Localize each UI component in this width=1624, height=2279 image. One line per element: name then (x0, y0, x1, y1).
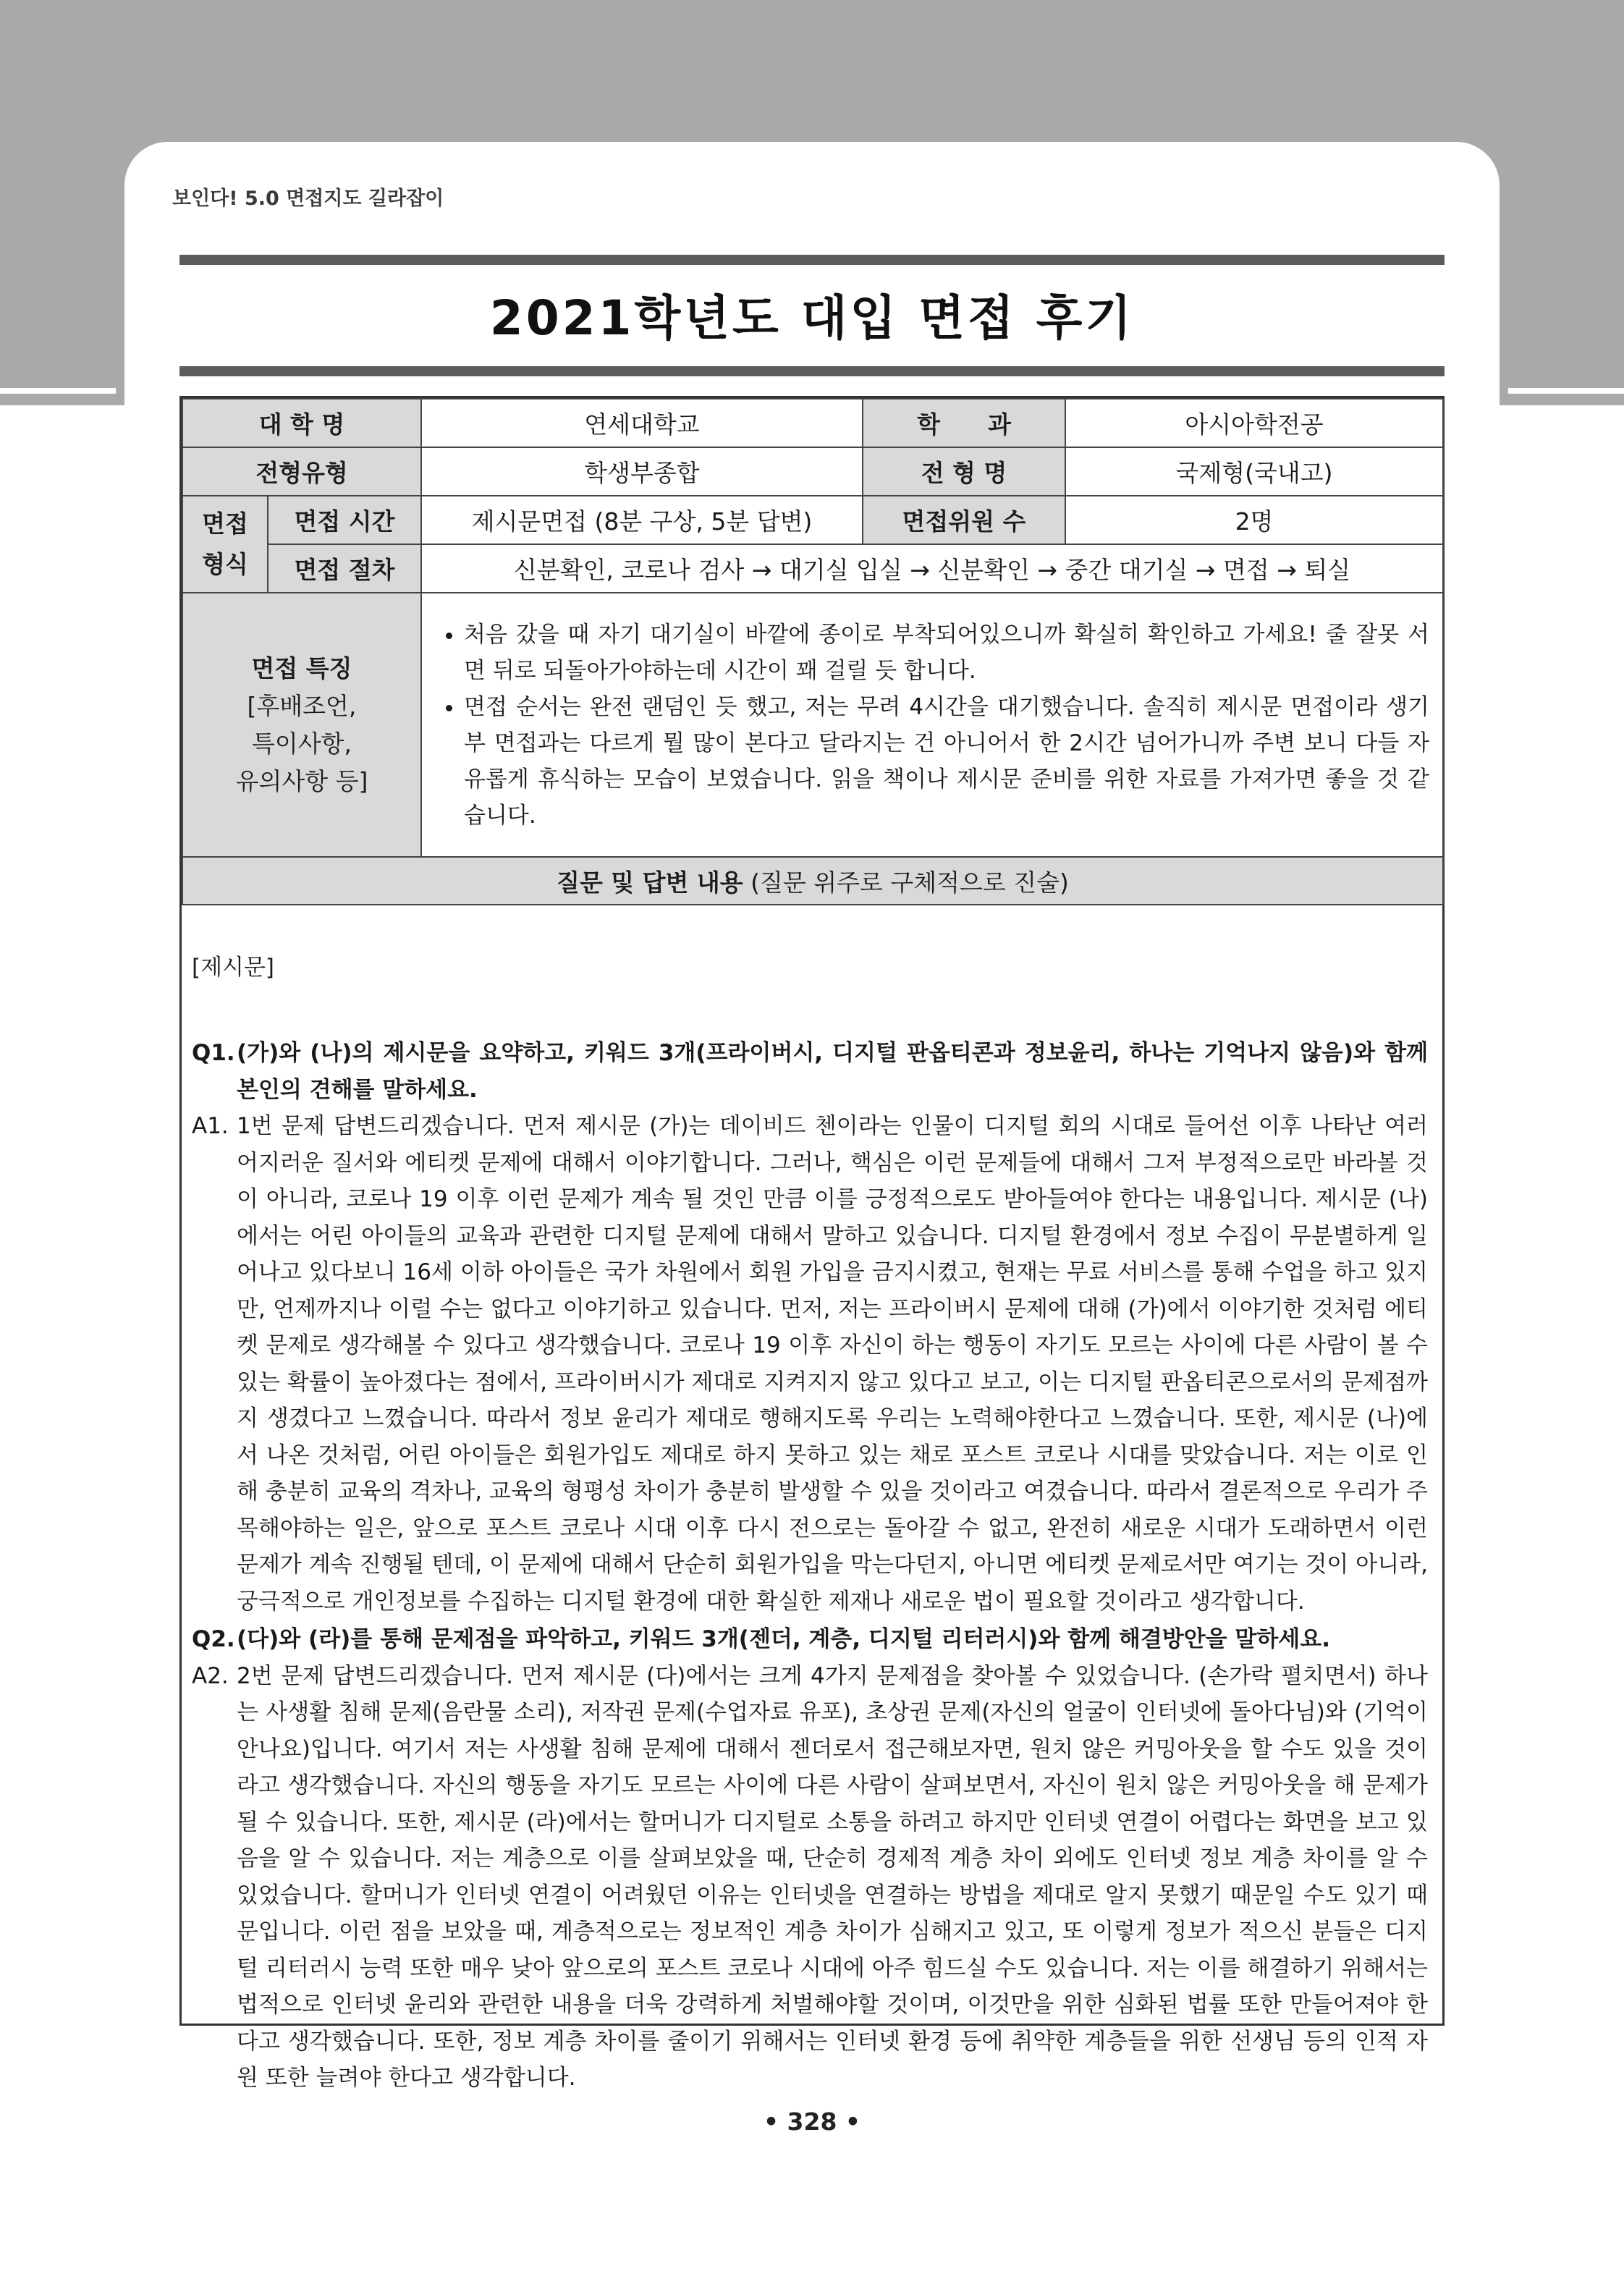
qa-heading-bold: 질문 및 답변 내용 (557, 868, 743, 897)
department-value: 아시아학전공 (1065, 399, 1443, 447)
answer-1-text: 1번 문제 답변드리겠습니다. 먼저 제시문 (가)는 데이비드 첸이라는 인물이 디지털 회의 시대로 들어선 이후 나타난 여러 어지러운 질서와 에티켓 문제에 대해서 이야기합니다. 그러나, 핵심은 이런 문제들에 대해서 그저 부정적으로만 바라볼 것이 아니라, 코로나 19 이후 이런 문제가 계속 될 것인 만큼 이를 긍정적으로도 받아들여야 한다는 내용입니다. 제시문 (나)에서는 어린 아이들의 교육과 관련한 디지털 문제에 대해서 말하고 있습니다. 디지털 환경에서 정보 수집이 무분별하게 일어나고 있다보니 16세 이하 아이들은 국가 차원에서 회원 가입을 금지시켰고, 현재는 무료 서비스를 통해 수업을 하고 있지만, 언제까지나 이럴 수는 없다고 이야기하고 있습니다. 먼저, 저는 프라이버시 문제에 대해 (가)에서 이야기한 것처럼 에티켓 문제로 생각해볼 수 있다고 생각했습니다. 코로나 19 이후 자신이 하는 행동이 자기도 모르는 사이에 다른 사람이 볼 수 있는 확률이 높아졌다는 점에서, 프라이버시가 제대로 지켜지지 않고 있다고 보고, 이는 디지털 판옵티콘으로서의 문제점까지 생겼다고 느꼈습니다. 따라서 정보 윤리가 제대로 행해지도록 우리는 노력해야한다고 느꼈습니다. 또한, 제시문 (나)에서 나온 것처럼, 어린 아이들은 회원가입도 제대로 하지 못하고 있는 채로 포스트 코로나 시대를 맞았습니다. 저는 이로 인해 충분히 교육의 격차나, 교육의 형평성 차이가 충분히 발생할 수 있을 것이라고 여겼습니다. 따라서 결론적으로 우리가 주목해야하는 일은, 앞으로 포스트 코로나 시대 이후 다시 전으로는 돌아갈 수 없고, 완전히 새로운 시대가 도래하면서 이런 문제가 계속 진행될 텐데, 이 문제에 대해서 단순히 회원가입을 막는다던지, 아니면 에티켓 문제로서만 여기는 것이 아니라, 궁극적으로 개인정보를 수집하는 디지털 환경에 대한 확실한 제재나 새로운 법이 필요할 것이라고 생각합니다. (237, 1113, 1428, 1615)
department-label: 학 과 (863, 399, 1065, 447)
row-procedure (182, 544, 1443, 593)
answer-2-mark: A2. (192, 1662, 229, 1689)
time-value: 제시문면접 (8분 구상, 5분 답변) (421, 496, 863, 544)
time-label: 면접 시간 (268, 496, 421, 544)
answer-2 (192, 1658, 1428, 2097)
qa-body (182, 949, 1442, 2097)
header-stripe-left (0, 388, 116, 394)
row-university (182, 399, 1443, 447)
admission-name-value: 국제형(국내고) (1065, 447, 1443, 496)
feature-item: • 처음 갔을 때 자기 대기실이 바깥에 종이로 부착되어있으니까 확실히 확인하고 가세요! 줄 잘못 서면 뒤로 되돌아가야하는데 시간이 꽤 걸릴 듯 합니다. (464, 617, 1429, 689)
page-title: 2021학년도 대입 면접 후기 (489, 290, 1135, 346)
question-1-mark: Q1. (192, 1040, 235, 1066)
question-1-text: (가)와 (나)의 제시문을 요약하고, 키워드 3개(프라이버시, 디지털 판옵티콘과 정보윤리, 하나는 기억나지 않음)와 함께 본인의 견해를 말하세요. (237, 1040, 1428, 1103)
features-label-line: 특이사항, (251, 729, 352, 758)
university-label: 대 학 명 (182, 399, 421, 447)
answer-2-text: 2번 문제 답변드리겠습니다. 먼저 제시문 (다)에서는 크게 4가지 문제점을 찾아볼 수 있었습니다. (손가락 펼치면서) 하나는 사생활 침해 문제(음란물 소리), 저작권 문제(수업자료 유포), 초상권 문제(자신의 얼굴이 인터넷에 돌아다님)와 (기억이 안나요)입니다. 여기서 저는 사생활 침해 문제에 대해서 젠더로서 접근해보자면, 원치 않은 커밍아웃을 할 수도 있을 것이라고 생각했습니다. 자신의 행동을 자기도 모르는 사이에 다른 사람이 살펴보면서, 자신이 원치 않은 커밍아웃을 해 문제가 될 수 있습니다. 또한, 제시문 (라)에서는 할머니가 디지털로 소통을 하려고 하지만 인터넷 연결이 어렵다는 화면을 보고 있음을 알 수 있습니다. 저는 계층으로 이를 살펴보았을 때, 단순히 경제적 계층 차이 외에도 인터넷 정보 계층 차이를 알 수 있었습니다. 할머니가 인터넷 연결이 어려웠던 이유는 인터넷을 연결하는 방법을 제대로 알지 못했기 때문일 수도 있기 때문입니다. 이런 점을 보았을 때, 계층적으로는 정보적인 계층 차이가 심해지고 있고, 또 이렇게 정보가 적으신 분들은 디지털 리터러시 능력 또한 매우 낮아 앞으로의 포스트 코로나 시대에 아주 힘드실 수도 있습니다. 저는 이를 해결하기 위해서는 법적으로 인터넷 윤리와 관련한 내용을 더욱 강력하게 처벌해야할 것이며, 이것만을 위한 심화된 법률 또한 만들어져야 한다고 생각했습니다. 또한, 정보 계층 차이를 줄이기 위해서는 인터넷 환경 등에 취약한 계층들을 위한 선생님 등의 인적 자원 또한 늘려야 한다고 생각합니다. (237, 1662, 1428, 2091)
features-label-line: 유의사항 등] (235, 766, 368, 795)
review-sheet (179, 396, 1445, 2091)
format-label-line1: 면접 (202, 510, 248, 538)
interviewers-value: 2명 (1065, 496, 1443, 544)
page-number: • 328 • (763, 2107, 861, 2136)
passage-tag: [제시문] (192, 955, 275, 981)
title-rule-top (179, 255, 1445, 265)
university-value: 연세대학교 (421, 399, 863, 447)
interviewers-label: 면접위원 수 (863, 496, 1065, 544)
series-title: 보인다! 5.0 면접지도 길라잡이 (172, 187, 444, 210)
procedure-value: 신분확인, 코로나 검사 → 대기실 입실 → 신분확인 → 중간 대기실 → 면접 → 퇴실 (421, 544, 1443, 593)
row-admission (182, 447, 1443, 496)
question-2-mark: Q2. (192, 1626, 235, 1652)
row-features (182, 593, 1443, 857)
admission-type-value: 학생부종합 (421, 447, 863, 496)
features-label-line: 면접 특징 (251, 654, 352, 682)
title-rule-bottom (179, 366, 1445, 376)
row-qa-heading (182, 857, 1443, 905)
admission-name-label: 전 형 명 (863, 447, 1065, 496)
answer-1-mark: A1. (192, 1113, 229, 1139)
row-time (182, 496, 1443, 544)
header-stripe-right (1508, 388, 1624, 394)
question-2-text: (다)와 (라)를 통해 문제점을 파악하고, 키워드 3개(젠더, 계층, 디지털 리터러시)와 함께 해결방안을 말하세요. (237, 1626, 1330, 1652)
qa-heading (182, 857, 1443, 905)
format-label-line2: 형식 (202, 550, 248, 578)
features-body (421, 593, 1443, 857)
format-label (182, 496, 268, 593)
feature-item: • 면접 순서는 완전 랜덤인 듯 했고, 저는 무려 4시간을 대기했습니다. 솔직히 제시문 면접이라 생기부 면접과는 다르게 뭘 많이 본다고 달라지는 건 아니어서 한 2시간 넘어가니까 주변 보니 다들 자유롭게 휴식하는 모습이 보였습니다. 읽을 책이나 제시문 준비를 위한 자료를 가져가면 좋을 것 같습니다. (464, 689, 1429, 834)
features-label-line: [후배조언, (247, 691, 357, 720)
question-2 (192, 1621, 1428, 1658)
admission-type-label: 전형유형 (182, 447, 421, 496)
procedure-label: 면접 절차 (268, 544, 421, 593)
features-label (182, 593, 421, 857)
answer-1 (192, 1108, 1428, 1620)
question-1 (192, 1035, 1428, 1108)
info-table (182, 398, 1444, 905)
qa-heading-note: (질문 위주로 구체적으로 진술) (743, 868, 1069, 897)
features-list (431, 617, 1429, 834)
